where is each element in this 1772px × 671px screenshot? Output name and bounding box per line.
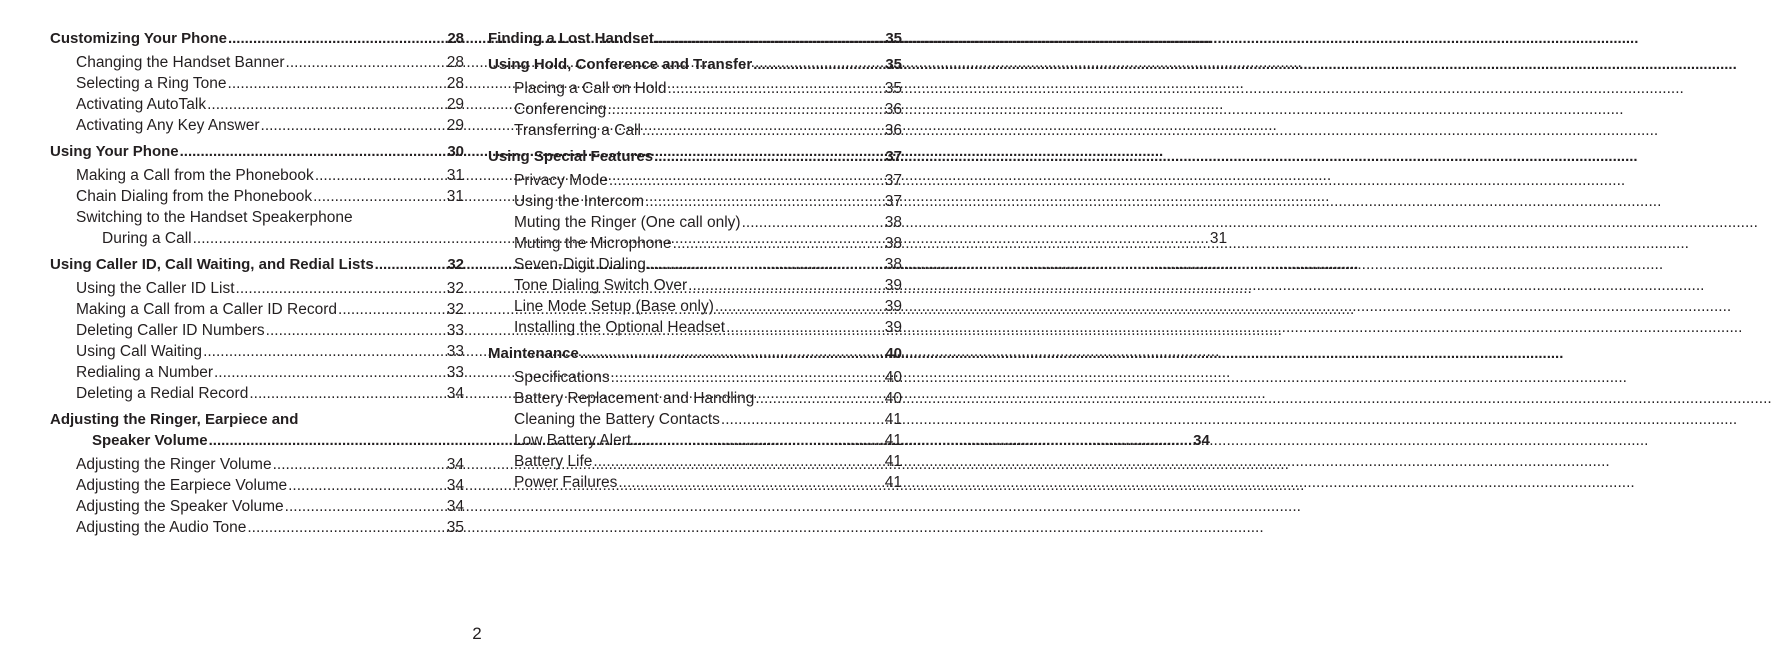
toc-subsection-entry[interactable] (50, 299, 464, 320)
toc-entry-title: Privacy Mode (514, 172, 608, 189)
toc-entry-page: 41 (884, 474, 902, 491)
toc-subsection-entry[interactable] (50, 362, 464, 383)
toc-subsection-entry[interactable] (50, 341, 464, 362)
toc-entry-page: 34 (446, 385, 464, 402)
toc-subsection-entry[interactable] (488, 317, 902, 338)
toc-entry-page: 29 (446, 117, 464, 134)
toc-subsection-entry[interactable] (50, 94, 464, 115)
dot-leader (655, 28, 884, 49)
toc-entry-page: 28 (446, 54, 464, 71)
toc-subsection-entry[interactable] (50, 517, 464, 538)
toc-entry-title: Making a Call from a Caller ID Record (76, 301, 338, 318)
toc-entry-title: Chain Dialing from the Phonebook (76, 188, 313, 205)
toc-entry-title: Making a Call from the Phonebook (76, 167, 314, 184)
dot-leader (688, 275, 884, 296)
toc-entry-title: Conferencing (514, 101, 607, 118)
toc-subsection-entry[interactable] (50, 165, 464, 186)
dot-leader (247, 517, 445, 538)
toc-entry-title: Using Caller ID, Call Waiting, and Redial Lists (50, 256, 374, 273)
toc-entry-page: 37 (884, 172, 902, 189)
toc-entry-page: 39 (884, 319, 902, 336)
toc-entry-title: Power Failures (514, 474, 618, 491)
toc-subsection-entry[interactable] (50, 73, 464, 94)
toc-section-entry[interactable] (488, 28, 902, 49)
toc-entry-title: Using the Intercom (514, 193, 645, 210)
toc-subsection-entry[interactable] (488, 388, 902, 409)
toc-entry-page: 29 (446, 96, 464, 113)
toc-entry-title: Maintenance (488, 345, 579, 362)
toc-entry-title: Adjusting the Audio Tone (76, 519, 247, 536)
toc-entry-title: Using Call Waiting (76, 343, 203, 360)
toc-entry-page: 34 (446, 477, 464, 494)
toc-entry-title: Activating Any Key Answer (76, 117, 260, 134)
toc-subsection-list (488, 170, 902, 338)
dot-leader (286, 52, 446, 73)
dot-leader (647, 254, 884, 275)
toc-entry-title: Using Your Phone (50, 143, 179, 160)
toc-section-entry[interactable] (50, 28, 464, 49)
dot-leader (214, 362, 446, 383)
toc-entry-title: Muting the Ringer (One call only) (514, 214, 741, 231)
toc-entry-title: Adjusting the Ringer, Earpiece and (50, 411, 299, 428)
dot-leader (715, 296, 884, 317)
toc-subsection-list (50, 52, 464, 136)
dot-leader (288, 475, 446, 496)
toc-subsection-entry[interactable] (488, 170, 902, 191)
toc-entry-title: Muting the Microphone (514, 235, 672, 252)
toc-entry-title: Customizing Your Phone (50, 30, 227, 47)
toc-entry-title: Seven-Digit Dialing (514, 256, 646, 273)
toc-subsection-entry[interactable] (488, 120, 902, 141)
toc-entry-title: Changing the Handset Banner (76, 54, 285, 71)
toc-entry-title: Transferring a Call (514, 122, 641, 139)
toc-entry-title: Selecting a Ring Tone (76, 75, 227, 92)
toc-entry-page: 32 (447, 256, 464, 273)
toc-entry-page: 32 (446, 280, 464, 297)
dot-leader (249, 383, 445, 404)
dot-leader (755, 388, 883, 409)
dot-leader (593, 451, 883, 472)
toc-entry-page: 37 (885, 148, 902, 165)
dot-leader (315, 165, 446, 186)
toc-entry-page: 32 (446, 301, 464, 318)
toc-entry-page: 41 (884, 453, 902, 470)
dot-leader (609, 170, 884, 191)
toc-entry-page: 35 (884, 80, 902, 97)
toc-section-entry[interactable] (488, 54, 902, 75)
toc-entry-page: 30 (447, 143, 464, 160)
toc-subsection-entry[interactable] (50, 115, 464, 136)
toc-entry-title: Installing the Optional Headset (514, 319, 726, 336)
toc-entry-page: 35 (885, 30, 902, 47)
toc-entry-page: 39 (884, 298, 902, 315)
dot-leader (611, 367, 884, 388)
toc-entry-page: 38 (884, 214, 902, 231)
toc-subsection-entry[interactable] (488, 367, 902, 388)
dot-leader (668, 78, 884, 99)
toc-column-right (488, 28, 902, 493)
toc-entry-title: Redialing a Number (76, 364, 213, 381)
toc-subsection-entry[interactable] (488, 78, 902, 99)
toc-section-entry[interactable] (50, 141, 464, 162)
toc-subsection-entry[interactable] (488, 409, 902, 430)
dot-leader (580, 343, 884, 364)
toc-entry-title: Line Mode Setup (Base only) (514, 298, 714, 315)
toc-entry-title: Low Battery Alert (514, 432, 632, 449)
toc-entry-title: Using the Caller ID List (76, 280, 235, 297)
dot-leader (726, 317, 884, 338)
dot-leader (261, 115, 446, 136)
dot-leader (228, 73, 446, 94)
page-number: 2 (472, 624, 482, 643)
toc-entry-page: 28 (447, 30, 464, 47)
toc-entry-page: 33 (446, 364, 464, 381)
toc-entry-title: Specifications (514, 369, 610, 386)
toc-entry-title-continued: During a Call (102, 230, 192, 247)
toc-subsection-entry[interactable] (488, 472, 902, 493)
toc-entry-title: Adjusting the Earpiece Volume (76, 477, 288, 494)
toc-subsection-entry[interactable] (50, 475, 464, 496)
toc-entry-title: Finding a Lost Handset (488, 30, 654, 47)
toc-section-entry[interactable] (488, 146, 902, 167)
toc-entry-title: Deleting a Redial Record (76, 385, 249, 402)
toc-entry-title: Activating AutoTalk (76, 96, 207, 113)
dot-leader (266, 320, 446, 341)
toc-subsection-entry[interactable] (488, 212, 902, 233)
dot-leader (338, 299, 446, 320)
toc-subsection-entry[interactable] (488, 99, 902, 120)
toc-entry-page: 36 (884, 101, 902, 118)
toc-entry-page: 40 (884, 390, 902, 407)
dot-leader (654, 146, 884, 167)
dot-leader (236, 278, 446, 299)
toc-entry-title: Cleaning the Battery Contacts (514, 411, 720, 428)
toc-entry-page: 40 (884, 369, 902, 386)
toc-entry-page: 36 (884, 122, 902, 139)
toc-entry-title: Battery Replacement and Handling (514, 390, 755, 407)
toc-entry-title: Battery Life (514, 453, 593, 470)
toc-entry-page: 31 (446, 188, 464, 205)
toc-entry-title-continued: Speaker Volume (92, 432, 208, 449)
toc-entry-page: 28 (446, 75, 464, 92)
toc-entry-title: Deleting Caller ID Numbers (76, 322, 265, 339)
dot-leader (721, 409, 884, 430)
toc-subsection-list (50, 278, 464, 404)
toc-entry-page: 40 (885, 345, 902, 362)
toc-subsection-entry[interactable] (50, 186, 464, 207)
toc-subsection-entry[interactable] (488, 430, 902, 451)
toc-entry-page: 34 (446, 498, 464, 515)
toc-entry-page: 38 (884, 256, 902, 273)
toc-entry-page: 37 (884, 193, 902, 210)
toc-entry-page: 38 (884, 235, 902, 252)
toc-subsection-entry[interactable] (488, 233, 902, 254)
dot-leader (207, 94, 446, 115)
toc-subsection-entry[interactable] (50, 383, 464, 404)
toc-entry-page: 35 (446, 519, 464, 536)
dot-leader (607, 99, 884, 120)
toc-subsection-entry[interactable] (50, 278, 464, 299)
toc-entry-page: 34 (1193, 432, 1210, 449)
dot-leader (228, 28, 446, 49)
toc-entry-page: 31 (1209, 230, 1228, 247)
toc-entry-title: Using Hold, Conference and Transfer (488, 56, 753, 73)
dot-leader (180, 141, 447, 162)
toc-entry-title: Using Special Features (488, 148, 654, 165)
toc-subsection-entry[interactable] (488, 254, 902, 275)
toc-entry-title: Placing a Call on Hold (514, 80, 667, 97)
toc-entry-page: 34 (446, 456, 464, 473)
toc-subsection-list (488, 367, 902, 493)
toc-subsection-entry[interactable] (50, 454, 464, 475)
toc-subsection-entry[interactable] (488, 275, 902, 296)
dot-leader (742, 212, 884, 233)
toc-entry-title: Adjusting the Ringer Volume (76, 456, 272, 473)
toc-section-entry[interactable] (50, 254, 464, 275)
toc-subsection-list (50, 454, 464, 538)
toc-entry-title: Adjusting the Speaker Volume (76, 498, 284, 515)
dot-leader (753, 54, 884, 75)
dot-leader (273, 454, 446, 475)
dot-leader (642, 120, 884, 141)
dot-leader (313, 186, 446, 207)
toc-subsection-entry[interactable] (50, 496, 464, 517)
toc-entry-page: 41 (884, 411, 902, 428)
dot-leader (632, 430, 884, 451)
toc-subsection-entry[interactable] (488, 451, 902, 472)
dot-leader (645, 191, 884, 212)
dot-leader (203, 341, 446, 362)
dot-leader (285, 496, 446, 517)
toc-entry-page: 31 (446, 167, 464, 184)
toc-subsection-entry[interactable] (488, 296, 902, 317)
toc-entry-page: 33 (446, 322, 464, 339)
toc-subsection-entry[interactable] (50, 320, 464, 341)
toc-subsection-list (488, 78, 902, 141)
toc-entry-title: Tone Dialing Switch Over (514, 277, 688, 294)
toc-entry-page: 39 (884, 277, 902, 294)
toc-entry-title: Switching to the Handset Speakerphone (76, 209, 353, 226)
toc-entry-page: 35 (885, 56, 902, 73)
toc-entry-page: 33 (446, 343, 464, 360)
toc-subsection-entry[interactable] (50, 52, 464, 73)
toc-entry-page: 41 (884, 432, 902, 449)
toc-section-entry[interactable] (488, 343, 902, 364)
toc-subsection-entry[interactable] (488, 191, 902, 212)
dot-leader (375, 254, 447, 275)
dot-leader (673, 233, 884, 254)
dot-leader (618, 472, 883, 493)
